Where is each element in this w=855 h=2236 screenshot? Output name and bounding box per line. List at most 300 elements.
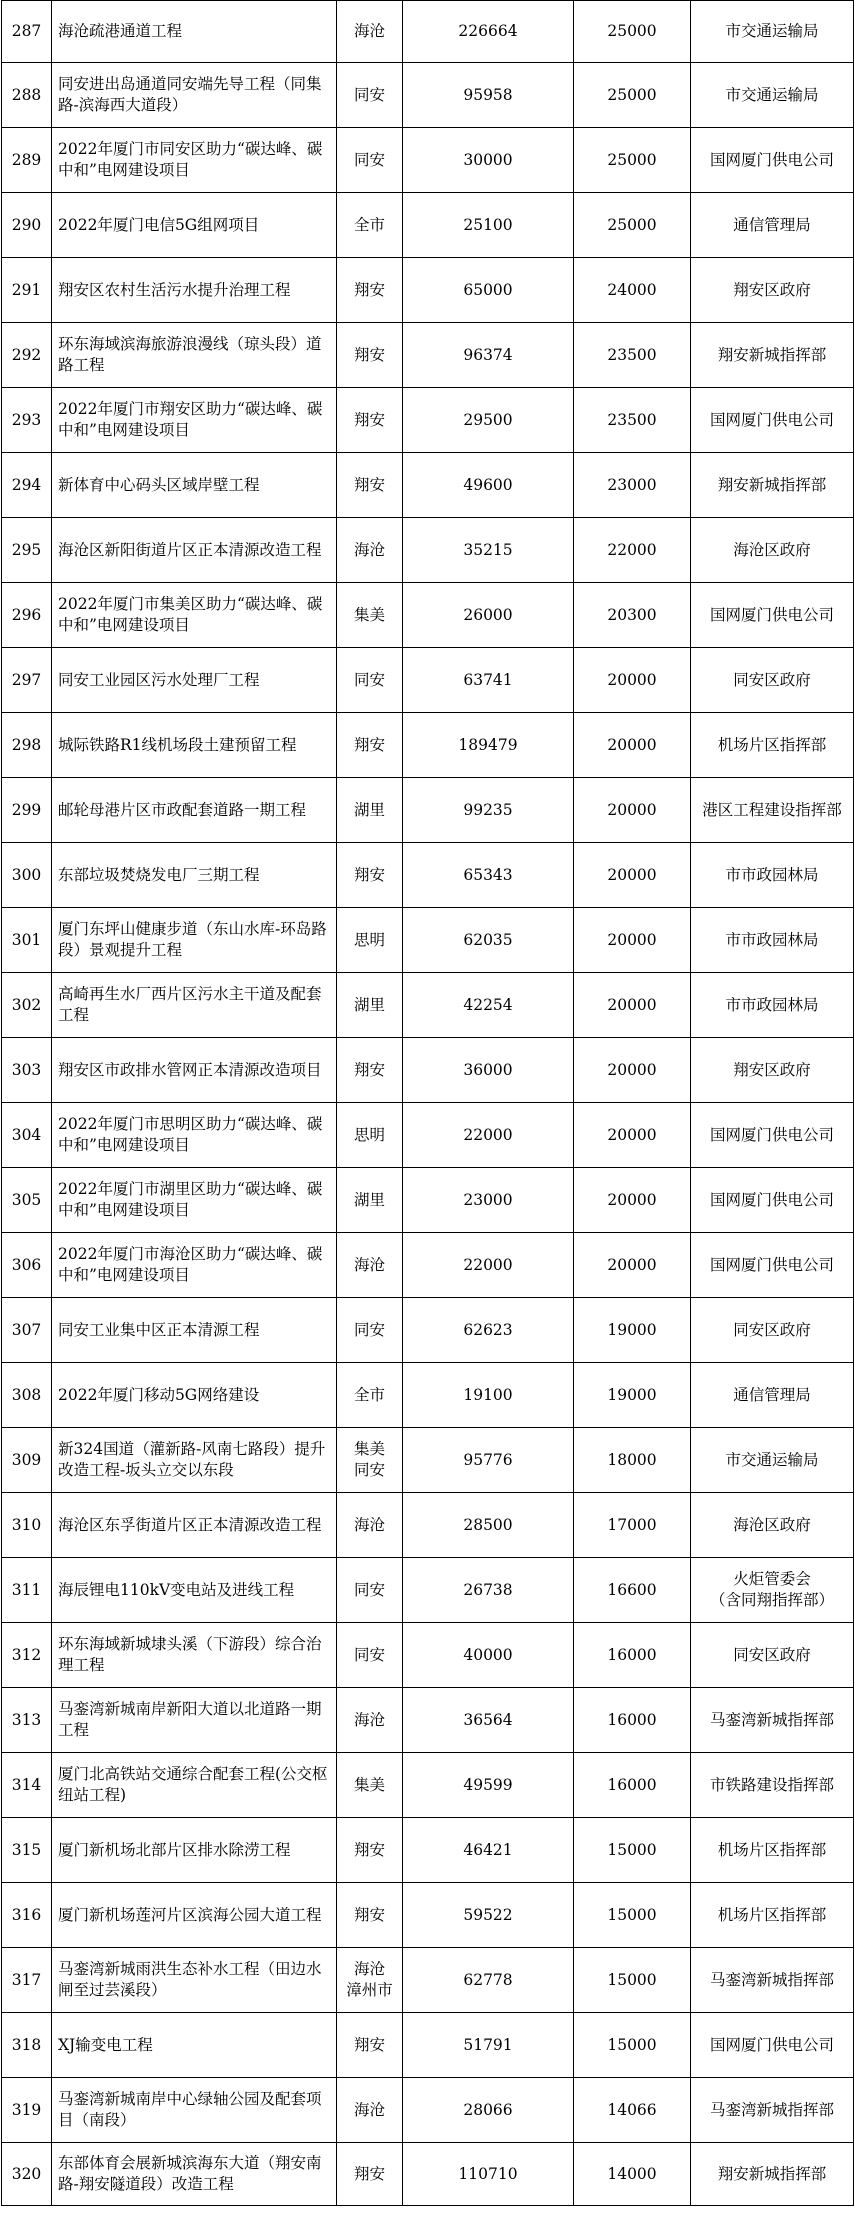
district-cell [337,1688,403,1753]
project-name-cell [52,1233,337,1298]
row-number-cell [2,908,52,973]
annual-plan-investment: 20000 [607,1060,657,1079]
row-number-cell [2,1753,52,1818]
district-cell [337,908,403,973]
project-name: 厦门新机场莲河片区滨海公园大道工程 [58,1905,322,1924]
row-number: 290 [11,215,42,234]
responsible-unit: 马銮湾新城指挥部 [709,2100,834,2119]
district: 翔安 [353,475,385,494]
annual-plan-investment-cell [574,1168,691,1233]
total-investment: 35215 [463,540,513,559]
annual-plan-investment: 25000 [607,22,657,40]
district: 思明 [353,1125,385,1144]
total-investment: 95776 [463,1450,513,1469]
district: 同安 [353,150,385,169]
responsible-unit-cell [691,1233,854,1298]
total-investment: 30000 [463,150,513,169]
annual-plan-investment-cell [574,1948,691,2013]
table-row [2,323,854,388]
annual-plan-investment: 20000 [607,1125,657,1144]
project-name-cell [52,1688,337,1753]
project-name: 高崎再生水厂西片区污水主干道及配套工程 [58,985,322,1024]
annual-plan-investment: 18000 [607,1450,657,1469]
district-cell [337,1493,403,1558]
total-investment: 59522 [463,1905,513,1924]
project-name: 新体育中心码头区域岸壁工程 [58,475,260,494]
responsible-unit: 马銮湾新城指挥部 [709,1970,834,1989]
district-cell [337,648,403,713]
responsible-unit: 翔安区政府 [733,1060,811,1079]
table-row [2,1558,854,1623]
row-number: 293 [11,410,42,429]
responsible-unit-cell [691,258,854,323]
project-name: 2022年厦门市集美区助力“碳达峰、碳中和”电网建设项目 [58,595,323,634]
responsible-unit: 国网厦门供电公司 [709,2035,834,2054]
total-investment-cell [403,518,574,583]
table-row [2,1883,854,1948]
annual-plan-investment-cell [574,388,691,453]
project-table-body [2,1,854,2206]
annual-plan-investment-cell [574,1753,691,1818]
responsible-unit: 翔安新城指挥部 [717,475,827,494]
responsible-unit: 国网厦门供电公司 [709,150,834,169]
row-number: 301 [11,930,42,949]
row-number-cell [2,518,52,583]
row-number-cell [2,1038,52,1103]
total-investment: 99235 [463,800,513,819]
annual-plan-investment-cell [574,1298,691,1363]
total-investment-cell [403,843,574,908]
table-row [2,1428,854,1493]
district-cell [337,713,403,778]
district: 翔安 [353,280,385,299]
responsible-unit: 市交通运输局 [725,1450,819,1469]
annual-plan-investment: 25000 [607,85,657,104]
responsible-unit: 通信管理局 [733,215,811,234]
row-number-cell [2,1233,52,1298]
annual-plan-investment-cell [574,2143,691,2206]
row-number-cell [2,388,52,453]
project-name: 厦门北高铁站交通综合配套工程(公交枢纽站工程) [58,1765,328,1804]
project-name-cell [52,2078,337,2143]
responsible-unit-cell [691,1883,854,1948]
district-cell [337,778,403,843]
annual-plan-investment-cell [574,1493,691,1558]
project-name-cell [52,778,337,843]
responsible-unit-cell [691,648,854,713]
district-cell [337,1363,403,1428]
total-investment-cell [403,973,574,1038]
district-cell [337,1753,403,1818]
project-name: 东部垃圾焚烧发电厂三期工程 [58,865,260,884]
annual-plan-investment-cell [574,1688,691,1753]
district: 翔安 [353,1060,385,1079]
responsible-unit: 机场片区指挥部 [717,1840,827,1859]
project-name: 翔安区农村生活污水提升治理工程 [58,280,291,299]
responsible-unit: 市交通运输局 [725,22,819,40]
responsible-unit: 机场片区指挥部 [717,735,827,754]
responsible-unit-cell [691,2078,854,2143]
project-name-cell [52,1948,337,2013]
project-name-cell [52,1623,337,1688]
annual-plan-investment-cell [574,1623,691,1688]
annual-plan-investment: 20000 [607,930,657,949]
row-number-cell [2,1168,52,1233]
row-number-cell [2,2013,52,2078]
project-name-cell [52,2013,337,2078]
row-number: 294 [11,475,42,494]
annual-plan-investment-cell [574,2078,691,2143]
district: 海沧 [353,1255,385,1274]
district-cell [337,453,403,518]
project-name: 海辰锂电110kV变电站及进线工程 [58,1580,295,1599]
row-number-cell [2,63,52,128]
district: 同安 [353,670,385,689]
row-number: 305 [11,1190,42,1209]
row-number-cell [2,1948,52,2013]
responsible-unit-cell [691,1753,854,1818]
responsible-unit-cell [691,63,854,128]
row-number: 308 [11,1385,42,1404]
total-investment: 29500 [463,410,513,429]
responsible-unit: 通信管理局 [733,1385,811,1404]
project-name: 环东海域新城埭头溪（下游段）综合治理工程 [58,1635,322,1674]
annual-plan-investment: 20000 [607,1190,657,1209]
annual-plan-investment: 15000 [607,1840,657,1859]
district-cell [337,1298,403,1363]
total-investment: 40000 [463,1645,513,1664]
total-investment-cell [403,1688,574,1753]
total-investment-cell [403,1558,574,1623]
total-investment: 28500 [463,1515,513,1534]
project-name-cell [52,1428,337,1493]
annual-plan-investment: 16600 [607,1580,657,1599]
district: 同安 [353,1645,385,1664]
table-row [2,1623,854,1688]
district-cell [337,1623,403,1688]
total-investment: 25100 [463,215,513,234]
annual-plan-investment-cell [574,258,691,323]
annual-plan-investment-cell [574,63,691,128]
row-number: 302 [11,995,42,1014]
row-number: 313 [11,1710,42,1729]
total-investment: 19100 [463,1385,513,1404]
responsible-unit-cell [691,1168,854,1233]
district-cell [337,323,403,388]
project-name: 2022年厦门市海沧区助力“碳达峰、碳中和”电网建设项目 [58,1245,323,1284]
annual-plan-investment: 20300 [607,605,657,624]
project-name: 厦门新机场北部片区排水除涝工程 [58,1840,291,1859]
project-name-cell [52,388,337,453]
district: 集美 [353,1775,385,1794]
district-cell [337,583,403,648]
responsible-unit-cell [691,843,854,908]
total-investment-cell [403,1883,574,1948]
responsible-unit-cell [691,778,854,843]
project-name: 海沧区新阳街道片区正本清源改造工程 [58,540,322,559]
district: 翔安 [353,735,385,754]
project-name: 厦门东坪山健康步道（东山水库-环岛路段）景观提升工程 [58,920,327,959]
annual-plan-investment: 19000 [607,1385,657,1404]
row-number: 311 [11,1580,42,1599]
district: 湖里 [353,995,385,1014]
row-number: 320 [11,2164,42,2183]
district-cell [337,2143,403,2206]
annual-plan-investment-cell [574,128,691,193]
district: 海沧 [353,1515,385,1534]
district-cell [337,193,403,258]
total-investment-cell [403,128,574,193]
total-investment-cell [403,63,574,128]
responsible-unit: 港区工程建设指挥部 [702,800,842,819]
total-investment-cell [403,1428,574,1493]
responsible-unit-cell [691,193,854,258]
project-name-cell [52,1493,337,1558]
responsible-unit-cell [691,518,854,583]
responsible-unit: 同安区政府 [733,1645,811,1664]
district: 翔安 [353,2035,385,2054]
table-row [2,388,854,453]
annual-plan-investment-cell [574,1038,691,1103]
total-investment-cell [403,1753,574,1818]
district: 海沧 [353,2100,385,2119]
annual-plan-investment-cell [574,778,691,843]
annual-plan-investment-cell [574,1883,691,1948]
district: 湖里 [353,800,385,819]
row-number-cell [2,1428,52,1493]
annual-plan-investment: 22000 [607,540,657,559]
district-cell [337,1818,403,1883]
district-cell [337,1038,403,1103]
row-number: 315 [11,1840,42,1859]
project-name: 邮轮母港片区市政配套道路一期工程 [58,800,307,819]
annual-plan-investment: 15000 [607,1970,657,1989]
annual-plan-investment: 24000 [607,280,657,299]
project-name-cell [52,648,337,713]
total-investment-cell [403,388,574,453]
row-number-cell [2,128,52,193]
project-name: 2022年厦门电信5G组网项目 [58,215,260,234]
table-row [2,518,854,583]
annual-plan-investment: 20000 [607,995,657,1014]
responsible-unit-cell [691,1948,854,2013]
total-investment-cell [403,1298,574,1363]
project-name-cell [52,193,337,258]
table-row [2,1168,854,1233]
annual-plan-investment-cell [574,713,691,778]
responsible-unit-cell [691,128,854,193]
project-name: 同安工业园区污水处理厂工程 [58,670,260,689]
row-number: 295 [11,540,42,559]
project-name-cell [52,1103,337,1168]
responsible-unit: 翔安新城指挥部 [717,345,827,364]
district-cell [337,1103,403,1168]
project-name-cell [52,128,337,193]
project-name: 2022年厦门市同安区助力“碳达峰、碳中和”电网建设项目 [58,140,323,179]
project-name-cell [52,323,337,388]
district: 翔安 [353,345,385,364]
district-cell [337,518,403,583]
district-cell [337,973,403,1038]
project-name: 2022年厦门移动5G网络建设 [58,1385,260,1404]
responsible-unit: 市市政园林局 [725,930,819,949]
row-number-cell [2,648,52,713]
table-row [2,2143,854,2206]
row-number-cell [2,258,52,323]
responsible-unit-cell [691,2143,854,2206]
project-name-cell [52,1753,337,1818]
project-name-cell [52,843,337,908]
responsible-unit-cell [691,1623,854,1688]
district: 翔安 [353,865,385,884]
table-row [2,713,854,778]
row-number: 307 [11,1320,42,1339]
project-name: 马銮湾新城南岸中心绿轴公园及配套项目（南段） [58,2090,322,2129]
annual-plan-investment-cell [574,973,691,1038]
responsible-unit: 翔安区政府 [733,280,811,299]
annual-plan-investment: 20000 [607,1255,657,1274]
total-investment: 36564 [463,1710,513,1729]
row-number-cell [2,1883,52,1948]
row-number: 310 [11,1515,42,1534]
total-investment: 65000 [463,280,513,299]
table-row [2,1363,854,1428]
district-cell [337,258,403,323]
row-number-cell [2,1103,52,1168]
district-cell [337,1428,403,1493]
project-name-cell [52,453,337,518]
district-cell [337,388,403,453]
total-investment-cell [403,1948,574,2013]
annual-plan-investment-cell [574,1363,691,1428]
annual-plan-investment-cell [574,1233,691,1298]
responsible-unit: 马銮湾新城指挥部 [709,1710,834,1729]
annual-plan-investment: 16000 [607,1710,657,1729]
total-investment: 62623 [463,1320,513,1339]
table-row [2,778,854,843]
total-investment: 23000 [463,1190,513,1209]
responsible-unit-cell [691,388,854,453]
annual-plan-investment-cell [574,583,691,648]
responsible-unit: 国网厦门供电公司 [709,1255,834,1274]
table-row [2,1688,854,1753]
responsible-unit-cell [691,1493,854,1558]
project-name: 城际铁路R1线机场段土建预留工程 [58,735,297,754]
table-row [2,128,854,193]
project-name: 同安工业集中区正本清源工程 [58,1320,260,1339]
row-number: 299 [11,800,42,819]
district: 湖里 [353,1190,385,1209]
row-number-cell [2,1298,52,1363]
total-investment: 28066 [463,2100,513,2119]
district: 海沧 [353,540,385,559]
total-investment-cell [403,908,574,973]
responsible-unit-cell [691,453,854,518]
responsible-unit: 国网厦门供电公司 [709,1190,834,1209]
total-investment-cell [403,583,574,648]
row-number: 316 [11,1905,42,1924]
project-name-cell [52,518,337,583]
project-name-cell [52,258,337,323]
district: 翔安 [353,410,385,429]
project-name: 环东海域滨海旅游浪漫线（琼头段）道路工程 [58,335,322,374]
project-name-cell [52,713,337,778]
table-row [2,1298,854,1363]
total-investment-cell [403,258,574,323]
annual-plan-investment-cell [574,1103,691,1168]
total-investment: 36000 [463,1060,513,1079]
row-number: 291 [11,280,42,299]
annual-plan-investment-cell [574,1558,691,1623]
responsible-unit-cell [691,713,854,778]
district: 同安 [353,85,385,104]
project-name-cell [52,63,337,128]
responsible-unit-cell [691,1818,854,1883]
total-investment: 110710 [458,2164,518,2183]
responsible-unit-cell [691,2013,854,2078]
total-investment: 65343 [463,865,513,884]
project-name-cell [52,1298,337,1363]
annual-plan-investment: 15000 [607,2035,657,2054]
district: 翔安 [353,1840,385,1859]
district: 翔安 [353,1905,385,1924]
annual-plan-investment: 25000 [607,150,657,169]
total-investment: 49599 [463,1775,513,1794]
district: 全市 [353,215,385,234]
project-name-cell [52,908,337,973]
table-row [2,1,854,63]
total-investment: 62035 [463,930,513,949]
row-number: 300 [11,865,42,884]
responsible-unit: 国网厦门供电公司 [709,1125,834,1144]
project-name-cell [52,1038,337,1103]
row-number: 303 [11,1060,42,1079]
annual-plan-investment-cell [574,2013,691,2078]
total-investment: 26000 [463,605,513,624]
project-name: 马銮湾新城南岸新阳大道以北道路一期工程 [58,1700,322,1739]
total-investment-cell [403,713,574,778]
responsible-unit-cell [691,1688,854,1753]
district: 集美 [353,605,385,624]
annual-plan-investment-cell [574,453,691,518]
row-number: 306 [11,1255,42,1274]
district-cell [337,2013,403,2078]
row-number: 309 [11,1450,42,1469]
project-name: 东部体育会展新城滨海东大道（翔安南路-翔安隧道段）改造工程 [58,2154,322,2193]
responsible-unit-cell [691,323,854,388]
row-number-cell [2,843,52,908]
responsible-unit: 同安区政府 [733,1320,811,1339]
row-number-cell [2,323,52,388]
annual-plan-investment-cell [574,193,691,258]
responsible-unit: 火炬管委会 （含同翔指挥部） [709,1570,834,1609]
total-investment-cell [403,1363,574,1428]
total-investment-cell [403,648,574,713]
row-number-cell [2,1623,52,1688]
responsible-unit: 市铁路建设指挥部 [709,1775,834,1794]
total-investment: 95958 [463,85,513,104]
total-investment: 63741 [463,670,513,689]
responsible-unit: 同安区政府 [733,670,811,689]
total-investment: 49600 [463,475,513,494]
row-number: 297 [11,670,42,689]
project-name-cell [52,1883,337,1948]
table-row [2,193,854,258]
table-row [2,583,854,648]
total-investment-cell [403,1233,574,1298]
total-investment: 96374 [463,345,513,364]
project-name: 2022年厦门市翔安区助力“碳达峰、碳中和”电网建设项目 [58,400,323,439]
